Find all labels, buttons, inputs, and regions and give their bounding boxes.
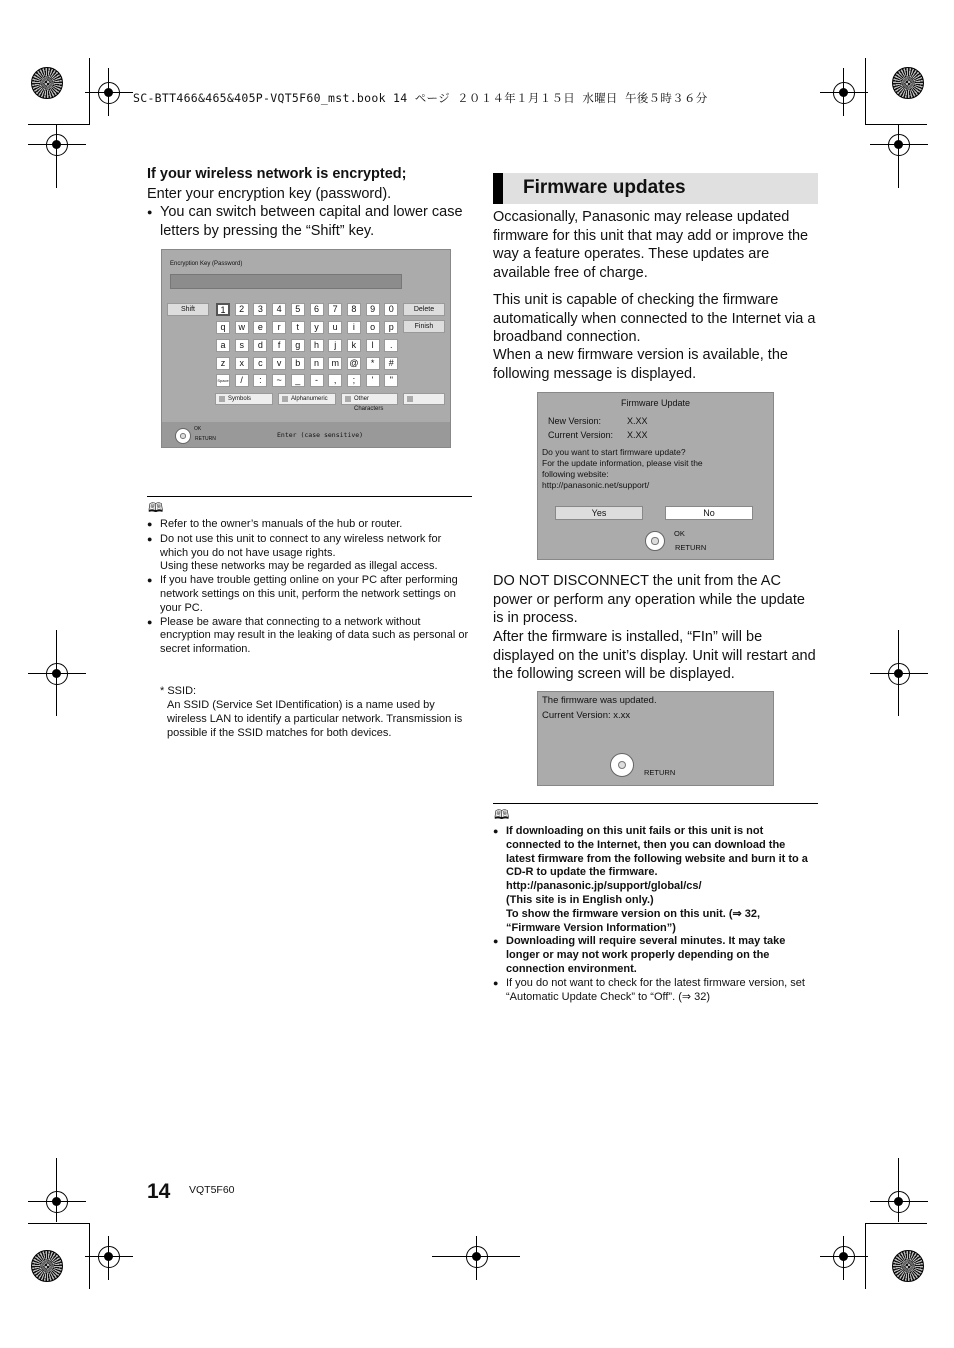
keyboard-key[interactable]: z bbox=[216, 357, 230, 370]
crosshair-icon bbox=[46, 1191, 68, 1213]
keyboard-key[interactable]: 9 bbox=[366, 303, 380, 316]
crosshair-icon bbox=[46, 134, 68, 156]
keyboard-key[interactable]: . bbox=[384, 339, 398, 352]
keyboard-key[interactable]: 8 bbox=[347, 303, 361, 316]
keyboard-key[interactable]: 6 bbox=[310, 303, 324, 316]
firmware-para1: Occasionally, Panasonic may release updated firmware for this unit that may add or improve the way a feature operates. These updates are available free of charge. bbox=[493, 209, 809, 281]
other-characters-button[interactable]: Other Characters bbox=[341, 393, 398, 405]
firmware-updated-screen bbox=[537, 691, 774, 786]
keyboard-key[interactable]: b bbox=[291, 357, 305, 370]
keyboard-key[interactable]: w bbox=[235, 321, 249, 334]
crosshair-icon bbox=[98, 1246, 120, 1268]
keyboard-key[interactable]: s bbox=[235, 339, 249, 352]
keyboard-key[interactable]: x bbox=[235, 357, 249, 370]
keyboard-key[interactable]: e bbox=[253, 321, 267, 334]
remote-dial-icon bbox=[610, 753, 634, 777]
keyboard-key[interactable]: 4 bbox=[272, 303, 286, 316]
firmware-url: http://panasonic.jp/support/global/cs/ bbox=[506, 880, 702, 893]
crosshair-icon bbox=[833, 82, 855, 104]
registration-wheel-icon bbox=[892, 1250, 924, 1282]
keyboard-key[interactable]: v bbox=[272, 357, 286, 370]
registration-wheel-icon bbox=[31, 1250, 63, 1282]
section-title-text: Firmware updates bbox=[523, 177, 686, 198]
return-label: RETURN bbox=[644, 768, 676, 777]
dialog-message bbox=[542, 447, 703, 491]
crosshair-icon bbox=[888, 134, 910, 156]
note-item: ● If you have trouble getting online on your PC after performing network settings on this unit, perform the network settings on your PC. bbox=[147, 574, 469, 615]
keyboard-key[interactable]: t bbox=[291, 321, 305, 334]
password-input[interactable] bbox=[170, 274, 402, 289]
alphanumeric-button[interactable]: Alphanumeric bbox=[278, 393, 336, 405]
registration-wheel-icon bbox=[892, 67, 924, 99]
dialog-info: For the update information, please visit the bbox=[542, 458, 703, 468]
keyboard-key[interactable]: 2 bbox=[235, 303, 249, 316]
firmware-para4: DO NOT DISCONNECT the unit from the AC power or perform any operation while the update is in process. bbox=[493, 573, 805, 626]
keyboard-key[interactable]: : bbox=[253, 374, 267, 387]
firmware-para5: After the firmware is installed, “FIn” will be displayed on the unit’s display. Unit will restart and the following screen will be displayed. bbox=[493, 629, 816, 682]
keyboard-key[interactable]: 5 bbox=[291, 303, 305, 316]
book-icon: 🕮 bbox=[494, 807, 510, 822]
page-number: 14 bbox=[147, 1180, 171, 1203]
updated-message: The firmware was updated. bbox=[542, 695, 657, 706]
crosshair-icon bbox=[46, 663, 68, 685]
keyboard-key[interactable]: g bbox=[291, 339, 305, 352]
new-version-value: X.XX bbox=[627, 416, 648, 426]
crosshair-icon bbox=[888, 1191, 910, 1213]
keyboard-key[interactable]: r bbox=[272, 321, 286, 334]
shift-bullet: ● You can switch between capital and lower case letters by pressing the “Shift” key. bbox=[147, 203, 485, 240]
keyboard-key[interactable]: ; bbox=[347, 374, 361, 387]
keyboard-key[interactable]: 1 bbox=[216, 303, 230, 316]
keyboard-key[interactable]: j bbox=[328, 339, 342, 352]
keyboard-key[interactable]: l bbox=[366, 339, 380, 352]
blank-button[interactable] bbox=[403, 393, 445, 405]
enter-hint: Enter (case sensitive) bbox=[277, 431, 364, 439]
symbols-button[interactable]: Symbols bbox=[215, 393, 273, 405]
note-item: ● Please be aware that connecting to a network without encryption may result in the leaking of data such as personal or secret information. bbox=[147, 616, 469, 657]
keyboard-key[interactable]: d bbox=[253, 339, 267, 352]
dialog-title: Firmware Update bbox=[620, 398, 691, 408]
shift-key[interactable]: Shift bbox=[167, 303, 209, 316]
book-icon: 🕮 bbox=[148, 500, 164, 515]
crosshair-icon bbox=[98, 82, 120, 104]
encryption-keyboard-screen bbox=[161, 249, 451, 448]
keyboard-key[interactable]: - bbox=[310, 374, 324, 387]
keyboard-key[interactable]: y bbox=[310, 321, 324, 334]
firmware-para3: When a new firmware version is available, the following message is displayed. bbox=[493, 347, 788, 382]
updated-version bbox=[542, 710, 630, 721]
dialog-info: following website: bbox=[542, 469, 609, 479]
keyboard-key[interactable]: , bbox=[328, 374, 342, 387]
right-notes bbox=[493, 825, 815, 1004]
crosshair-icon bbox=[888, 663, 910, 685]
doc-code: VQT5F60 bbox=[189, 1184, 235, 1196]
keyboard-key[interactable]: 7 bbox=[328, 303, 342, 316]
updated-version-value: x.xx bbox=[613, 710, 631, 721]
note-item: ● If downloading on this unit fails or this unit is not connected to the Internet, then you can download the latest firmware from the following website and burn it to a CD-R to update the firmware. bbox=[493, 825, 815, 880]
ok-label: OK bbox=[194, 426, 202, 432]
note-item: ● If you do not want to check for the latest firmware version, set “Automatic Update Check” to “Off”. (⇒ 32) bbox=[493, 977, 815, 1005]
keyboard-key[interactable]: u bbox=[328, 321, 342, 334]
note-item: Using these networks may be regarded as illegal access. bbox=[160, 560, 438, 573]
keyboard-key[interactable]: ' bbox=[366, 374, 380, 387]
dialog-url: http://panasonic.net/support/ bbox=[542, 480, 650, 490]
keyboard-key[interactable]: * bbox=[366, 357, 380, 370]
left-notes bbox=[147, 518, 469, 657]
keyboard-key[interactable]: f bbox=[272, 339, 286, 352]
ssid-label: * SSID: bbox=[160, 685, 197, 697]
keyboard-footer bbox=[162, 422, 450, 447]
note-item: ● Downloading will require several minutes. It may take longer or may not work properly depending on the connection environment. bbox=[493, 935, 815, 976]
current-version-label: Current Version: bbox=[548, 430, 614, 440]
no-button[interactable]: No bbox=[665, 506, 753, 520]
keyboard-key[interactable]: m bbox=[328, 357, 342, 370]
keyboard-key[interactable]: p bbox=[384, 321, 398, 334]
note-item: (This site is in English only.) bbox=[506, 893, 654, 906]
encryption-intro: Enter your encryption key (password). bbox=[147, 186, 392, 202]
delete-key[interactable]: Delete bbox=[403, 303, 445, 316]
firmware-para2: This unit is capable of checking the firmware automatically when connected to the Internet via a broadband connection. bbox=[493, 292, 816, 345]
remote-dial-icon bbox=[645, 531, 665, 551]
keyboard-key[interactable]: o bbox=[366, 321, 380, 334]
notes-divider bbox=[147, 496, 472, 497]
keyboard-key[interactable]: h bbox=[310, 339, 324, 352]
remote-dial-icon bbox=[175, 428, 191, 444]
dialog-question: Do you want to start firmware update? bbox=[542, 447, 686, 457]
book-header-line: SC-BTT466&465&405P-VQT5F60_mst.book 14 ページ ２０１４年１月１５日 水曜日 午後５時３６分 bbox=[133, 91, 708, 105]
keyboard-key[interactable]: / bbox=[235, 374, 249, 387]
new-version-label: New Version: bbox=[548, 416, 602, 426]
note-item: ● Do not use this unit to connect to any wireless network for which you do not have usage rights. bbox=[147, 533, 469, 561]
crosshair-icon bbox=[466, 1246, 488, 1268]
keyboard-key[interactable]: k bbox=[347, 339, 361, 352]
keyboard-key[interactable]: 3 bbox=[253, 303, 267, 316]
note-item: To show the firmware version on this unit. (⇒ 32, “Firmware Version Information”) bbox=[506, 907, 761, 934]
ok-label: OK bbox=[674, 529, 685, 538]
finish-key[interactable]: Finish bbox=[403, 320, 445, 333]
keyboard-key[interactable]: 0 bbox=[384, 303, 398, 316]
keyboard-key[interactable]: a bbox=[216, 339, 230, 352]
keyboard-key[interactable]: _ bbox=[291, 374, 305, 387]
registration-wheel-icon bbox=[31, 67, 63, 99]
keyboard-key[interactable]: q bbox=[216, 321, 230, 334]
firmware-section-title bbox=[493, 173, 818, 204]
keyboard-key[interactable]: @ bbox=[347, 357, 361, 370]
notes-divider bbox=[493, 803, 818, 804]
space-key[interactable]: Space bbox=[216, 374, 230, 387]
keyboard-key[interactable]: c bbox=[253, 357, 267, 370]
updated-version-label: Current Version: bbox=[542, 710, 614, 721]
firmware-update-dialog bbox=[537, 392, 774, 560]
return-label: RETURN bbox=[675, 543, 707, 552]
current-version-value: X.XX bbox=[627, 430, 648, 440]
note-item: ● Refer to the owner’s manuals of the hub or router. bbox=[147, 518, 469, 532]
return-label: RETURN bbox=[195, 436, 216, 442]
keyboard-key[interactable]: i bbox=[347, 321, 361, 334]
keyboard-title: Encryption Key (Password) bbox=[170, 261, 243, 267]
keyboard-key[interactable]: " bbox=[384, 374, 398, 387]
encryption-heading: If your wireless network is encrypted; bbox=[147, 166, 407, 182]
keyboard-key[interactable]: n bbox=[310, 357, 324, 370]
yes-button[interactable]: Yes bbox=[555, 506, 643, 520]
keyboard-key[interactable]: ~ bbox=[272, 374, 286, 387]
crosshair-icon bbox=[833, 1246, 855, 1268]
keyboard-key[interactable]: # bbox=[384, 357, 398, 370]
ssid-text: An SSID (Service Set IDentification) is a name used by wireless LAN to identify a particular network. Transmission is possible if the SSID matches for both devices. bbox=[167, 699, 463, 739]
